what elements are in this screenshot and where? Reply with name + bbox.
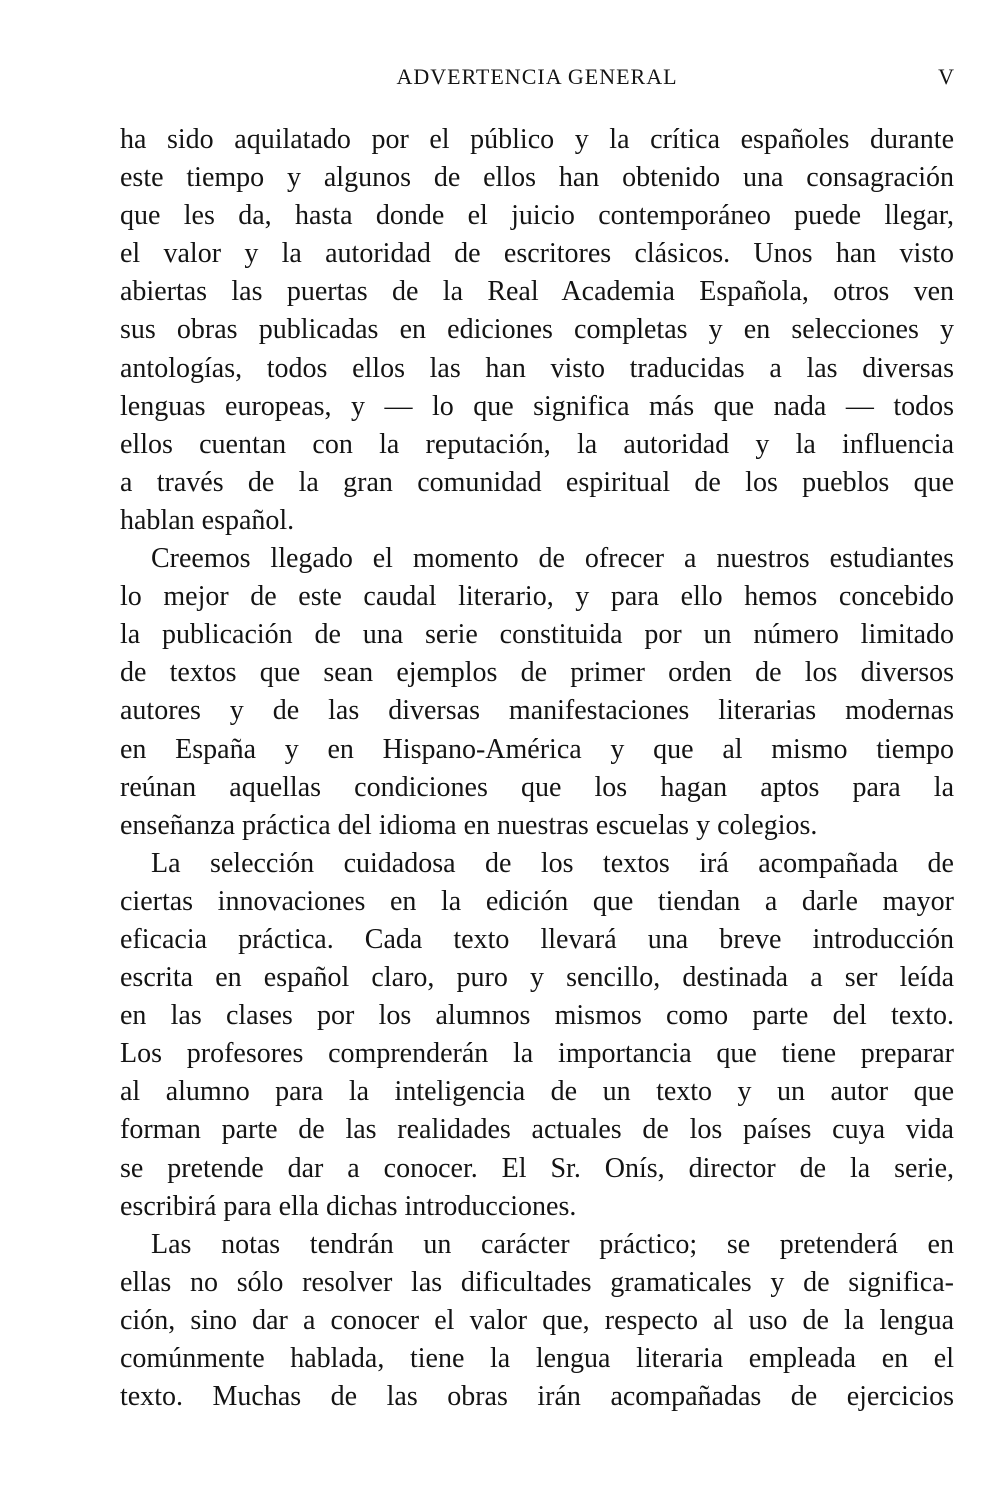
paragraph-1 (120, 121, 954, 540)
text-line: el valor y la autoridad de escritores clásicos. Unos han visto (120, 238, 954, 270)
text-line: que les da, hasta donde el juicio contemporáneo puede llegar, (120, 200, 954, 232)
text-line: abiertas las puertas de la Real Academia Española, otros ven (120, 276, 954, 308)
text-line: Creemos llegado el momento de ofrecer a nuestros estudiantes (151, 543, 954, 575)
text-line: Los profesores comprenderán la importancia que tiene preparar (120, 1038, 954, 1070)
text-line: se pretende dar a conocer. El Sr. Onís, director de la serie, (120, 1152, 954, 1184)
text-line: lenguas europeas, y — lo que significa más que nada — todos (120, 390, 954, 422)
text-line: ciertas innovaciones en la edición que tiendan a darle mayor (120, 885, 954, 917)
text-line: al alumno para la inteligencia de un texto y un autor que (120, 1076, 954, 1108)
paragraph-3 (120, 845, 954, 1226)
text-line: Las notas tendrán un carácter práctico; se pretenderá en (151, 1228, 954, 1260)
text-line: a través de la gran comunidad espiritual de los pueblos que (120, 466, 954, 498)
text-line: ellos cuentan con la reputación, la autoridad y la influencia (120, 428, 954, 460)
text-line: en las clases por los alumnos mismos como parte del texto. (120, 1000, 954, 1032)
page-number: V (938, 64, 954, 89)
text-line: sus obras publicadas en ediciones completas y en selecciones y (120, 314, 954, 346)
text-line: eficacia práctica. Cada texto llevará una breve introducción (120, 923, 954, 955)
text-line: ción, sino dar a conocer el valor que, respecto al uso de la lengua (120, 1304, 954, 1336)
text-line: de textos que sean ejemplos de primer orden de los diversos (120, 657, 954, 689)
text-line: antologías, todos ellos las han visto traducidas a las diversas (120, 352, 954, 384)
text-line: escribirá para ella dichas introducciones. (120, 1190, 577, 1222)
text-line: La selección cuidadosa de los textos irá acompañada de (151, 847, 954, 879)
text-line: ellas no sólo resolver las dificultades gramaticales y de significa- (120, 1266, 954, 1298)
text-line: este tiempo y algunos de ellos han obtenido una consagración (120, 162, 954, 194)
text-line: lo mejor de este caudal literario, y para ello hemos concebido (120, 581, 954, 613)
text-line: escrita en español claro, puro y sencillo, destinada a ser leída (120, 962, 954, 994)
text-line: reúnan aquellas condiciones que los hagan aptos para la (120, 771, 954, 803)
text-line: comúnmente hablada, tiene la lengua literaria empleada en el (120, 1343, 954, 1374)
text-line: hablan español. (120, 504, 295, 536)
running-title: ADVERTENCIA GENERAL (396, 64, 678, 89)
text-line: en España y en Hispano-América y que al mismo tiempo (120, 733, 954, 765)
running-head (120, 62, 954, 92)
paragraph-4 (120, 1226, 954, 1416)
text-line: texto. Muchas de las obras irán acompañadas de ejercicios (120, 1381, 954, 1413)
text-line: enseñanza práctica del idioma en nuestras escuelas y colegios. (120, 809, 818, 841)
body-text (120, 121, 954, 1416)
text-line: ha sido aquilatado por el público y la crítica españoles durante (120, 124, 954, 155)
text-line: autores y de las diversas manifestaciones literarias modernas (120, 695, 954, 727)
paragraph-2 (120, 540, 954, 845)
text-line: forman parte de las realidades actuales de los países cuya vida (120, 1114, 954, 1146)
text-line: la publicación de una serie constituida por un número limitado (120, 619, 954, 651)
